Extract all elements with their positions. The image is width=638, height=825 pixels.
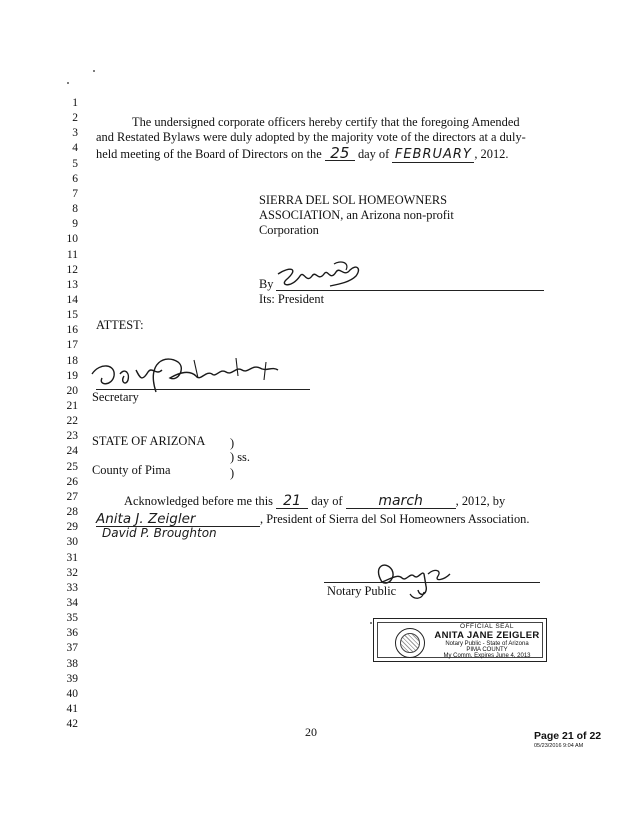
line-number: 14 [66,293,78,306]
president-signature-line [276,290,544,291]
line-number: 34 [66,596,78,609]
its-president-label: Its: President [259,292,325,306]
handwritten-day: 25 [325,146,355,161]
line-number: 2 [72,112,78,125]
scan-speck [370,622,372,624]
line-number: 31 [66,551,78,564]
acknowledgment-year: , 2012, by [455,494,506,508]
state-label: STATE OF ARIZONA [92,434,206,448]
seal-header: OFFICIAL SEAL [460,623,514,630]
line-number: 35 [66,612,78,625]
line-number: 36 [66,627,78,640]
line-number: 38 [66,657,78,670]
notary-seal-stamp [373,618,547,662]
acknowledgment-prefix: Acknowledged before me this [124,494,273,508]
seal-notary-name: ANITA JANE ZEIGLER [434,630,540,641]
line-number: 25 [66,460,78,473]
handwritten-ack-month: march [346,494,456,509]
acknowledgment-day-of: day of [311,494,343,508]
certification-day-of: day of [357,147,390,161]
line-number: 42 [66,718,78,731]
line-number: 40 [66,687,78,700]
handwritten-month: FEBRUARY [392,148,474,163]
acknowledgment-line-2 [96,512,529,527]
venue-paren-2: ) [230,466,235,480]
association-name-1: SIERRA DEL SOL HOMEOWNERS [259,193,448,207]
seal-line-3: My Comm. Expires June 4, 2013 [443,653,531,659]
association-name-2: ASSOCIATION, an Arizona non-profit [259,208,454,222]
line-number: 33 [66,581,78,594]
line-number: 15 [66,309,78,322]
line-number: 8 [72,203,78,216]
print-timestamp: 05/23/2016 9:04 AM [534,743,584,749]
notary-public-label: Notary Public [327,584,397,598]
handwritten-ack-name: Anita J. Zeigler [96,512,260,527]
acknowledgment-role: , President of Sierra del Sol Homeowners Association. [260,512,530,526]
venue-ss: ) ss. [230,450,250,464]
line-number: 12 [66,263,78,276]
county-label: County of Pima [92,463,171,477]
seal-line-1: Notary Public - State of Arizona [445,641,529,647]
seal-line-2: PIMA COUNTY [466,647,508,653]
venue-paren-1: ) [230,436,235,450]
certification-line-3 [96,146,508,163]
line-number: 29 [66,521,78,534]
certification-line-1: The undersigned corporate officers hereby certify that the foregoing Amended [132,115,520,129]
line-number: 23 [66,430,78,443]
line-number: 6 [72,172,78,185]
line-number: 28 [66,506,78,519]
line-number: 41 [66,703,78,715]
notary-signature-line [324,582,540,583]
line-number: 13 [66,278,78,291]
page-of-label: Page 21 of 22 [534,730,602,742]
scan-speck [93,70,95,72]
scan-speck [67,82,69,84]
line-number: 18 [66,354,78,367]
association-name-3: Corporation [259,223,319,237]
line-number: 30 [66,536,78,549]
line-number: 3 [72,127,78,140]
page-number: 20 [305,725,317,739]
certification-line-2: and Restated Bylaws were duly adopted by the majority vote of the directors at a duly- [96,130,526,144]
state-seal-emblem-icon [395,628,425,658]
certification-prefix: held meeting of the Board of Directors on the [96,147,322,161]
line-number: 17 [66,339,78,352]
by-label: By [259,277,274,291]
line-number: 10 [66,233,78,246]
line-number: 20 [66,384,78,397]
line-number: 27 [66,490,78,503]
line-number: 9 [72,218,78,231]
line-number: 1 [72,97,78,109]
handwritten-second-name: David P. Broughton [102,526,217,540]
secretary-label: Secretary [92,390,139,404]
line-number: 39 [66,672,78,685]
line-number: 4 [72,142,78,155]
certification-year: , 2012. [474,147,509,161]
line-number: 22 [66,415,78,428]
line-number: 16 [66,324,78,337]
line-number: 37 [66,642,78,655]
line-number: 26 [66,475,78,488]
acknowledgment-line-1 [124,494,505,509]
line-number: 21 [66,400,78,412]
line-number: 19 [66,369,78,382]
seal-emblem-center [400,633,420,653]
attest-label: ATTEST: [96,318,144,332]
line-number: 11 [66,248,78,261]
handwritten-ack-day: 21 [276,494,308,509]
line-number: 24 [66,445,78,458]
line-number: 32 [66,566,78,579]
line-number: 5 [72,157,78,170]
line-number: 7 [72,187,78,200]
